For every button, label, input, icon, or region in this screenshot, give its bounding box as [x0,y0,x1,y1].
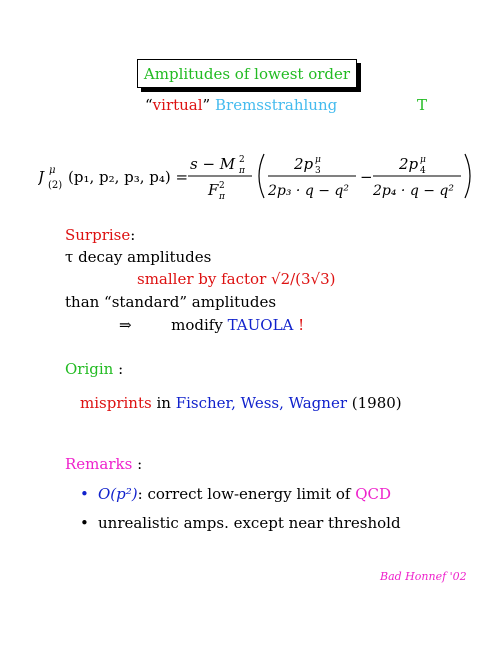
remarks-colon: : [132,455,143,473]
bullet-icon: • [80,485,89,503]
modify-text: modify [171,316,223,334]
implies-arrow: ⇒ [119,316,132,334]
formula-frac1-den: F [208,181,219,199]
origin-colon: : [113,360,124,378]
remark-qcd: QCD [355,485,392,503]
slide-title [137,59,357,88]
authors-text: Fischer, Wess, Wagner [175,394,347,412]
formula-frac1-den-sup: 2 [219,181,225,191]
formula-frac2-den: 2p₃ · q − q² [268,183,349,199]
formula-frac1-den-sub: π [219,192,225,201]
formula-lhs-args: (p₁, p₂, p₃, p₄) = [68,168,189,186]
formula-frac3-den: 2p₄ · q − q² [373,183,454,199]
amplitude-formula [38,151,478,201]
subtitle [145,96,337,114]
year-text: (1980) [351,394,402,412]
formula-frac1-num: s − M [190,155,236,173]
origin-heading [65,360,123,378]
surprise-line-2: smaller by factor √2/(3√3) [137,270,336,288]
surprise-head: Surprise [65,226,131,244]
in-text: in [156,394,171,412]
formula-lhs-sup: μ [49,165,56,176]
misprints-text: misprints [80,394,152,412]
surprise-heading [65,226,135,244]
subtitle-bremsstrahlung: Bremsstrahlung [215,96,338,114]
subtitle-open-quote: “ [145,96,153,114]
formula-right-paren [465,154,470,198]
formula-lhs-j: J [38,168,45,186]
remark-item-2 [80,514,401,532]
origin-head: Origin [65,360,114,378]
tauola-text: TAUOLA [227,316,294,334]
formula-left-paren [259,154,264,198]
surprise-line-3: than “standard” amplitudes [65,293,277,311]
formula-frac2-num-sup: μ [315,155,321,165]
formula-frac1-num-sub: π [239,166,245,176]
remark-op: O(p²) [98,485,138,503]
remark-item-1-text: : correct low-energy limit of [137,485,351,503]
remark-item-2-text: unrealistic amps. except near threshold [98,514,401,532]
remarks-head: Remarks [65,455,133,473]
remarks-heading [65,455,142,473]
subtitle-t: T [417,96,428,114]
remark-item-1 [80,485,391,503]
formula-lhs-sub: (2) [48,180,63,191]
subtitle-virtual: virtual [152,96,203,114]
formula-frac3-num-sup: μ [420,155,426,165]
subtitle-close-quote: ” [202,96,211,114]
exclamation: ! [298,316,305,334]
surprise-colon: : [130,226,136,244]
bullet-icon: • [80,514,89,532]
surprise-line-1: τ decay amplitudes [65,248,212,266]
formula-minus: − [360,168,373,186]
origin-line [80,394,402,412]
formula-frac1-num-sup: 2 [239,155,245,165]
formula-frac3-num: 2p [399,155,419,173]
slide-title-text: Amplitudes of lowest order [143,64,351,83]
surprise-line-4 [119,316,304,334]
formula-frac3-num-sub: 4 [420,166,426,176]
formula-frac2-num: 2p [294,155,314,173]
formula-frac2-num-sub: 3 [315,166,321,176]
footer-venue: Bad Honnef '02 [380,570,467,583]
